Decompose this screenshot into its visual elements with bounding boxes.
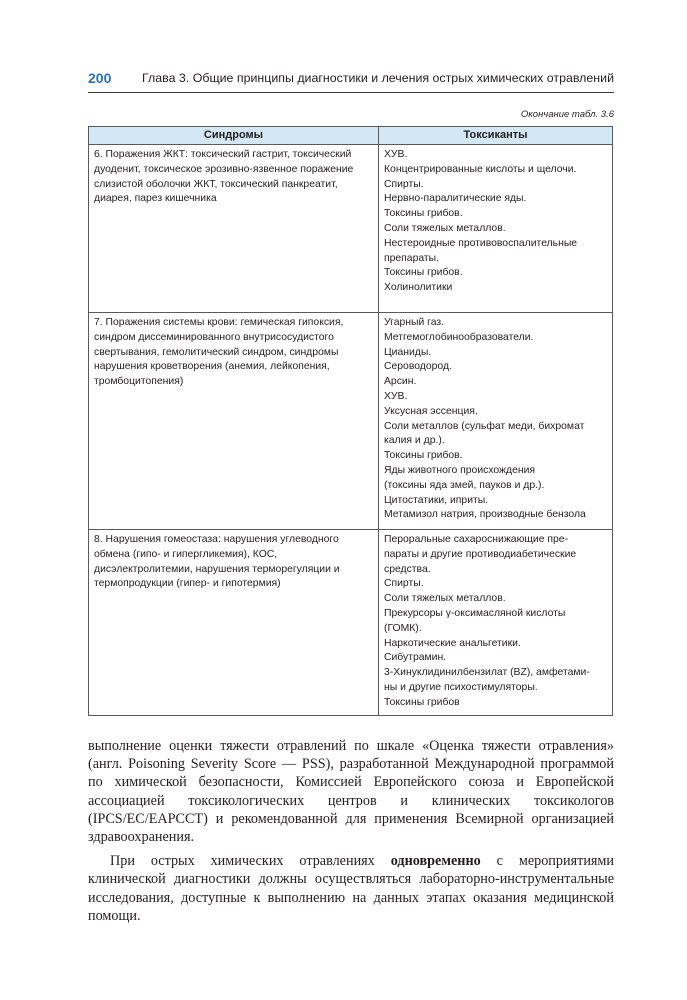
toxicant-item: 3-Хинуклидинилбензилат (BZ), амфетами- [384, 667, 590, 679]
toxicants-cell [379, 313, 613, 530]
table-row [89, 530, 613, 716]
syndrome-cell: 6. Поражения ЖКТ: токсический гастрит, токсический дуоденит, токсическое эрозивно-язвенное поражение слизистой оболочки ЖКТ, токсический панкреатит, диарея, парез кишечника [89, 145, 379, 313]
page-header [88, 70, 614, 90]
toxicant-item: Арсин. [384, 376, 417, 388]
toxicant-item: Сибутрамин. [384, 652, 447, 664]
toxicant-item: Концентрированные кислоты и щелочи. [384, 163, 577, 175]
toxicant-item: (токсины яда змей, пауков и др.). [384, 479, 545, 491]
body-paragraph: выполнение оценки тяжести отравлений по шкале «Оценка тяжести отравления» (англ. Poisoning Severity Score — PSS), разработанной Международной программой по химической безопасности, Комиссией Европейского союза и Европейской ассоциацией токсикологических центров и клинических токсикологов (IPCS/EC/EAPCCT) и рекомендованной для применения Всемирной организацией здравоохранения. [88, 738, 614, 846]
toxicant-item: калия и др.). [384, 435, 445, 447]
page-number: 200 [88, 70, 112, 86]
toxicant-item: Спирты. [384, 178, 424, 190]
toxicant-item: Спирты. [384, 578, 424, 590]
toxicant-item: Наркотические анальгетики. [384, 637, 521, 649]
table-header-row [89, 127, 613, 145]
emphasis-text: одновременно [390, 853, 481, 870]
syndromes-table [88, 126, 613, 716]
toxicant-item: Сероводород. [384, 361, 452, 373]
table-row [89, 145, 613, 313]
toxicant-item: Цианиды. [384, 346, 432, 358]
toxicant-item: Токсины грибов. [384, 267, 463, 279]
toxicant-item: средства. [384, 563, 431, 575]
toxicant-item: Яды животного происхождения [384, 464, 536, 476]
toxicants-cell [379, 530, 613, 716]
table-row [89, 313, 613, 530]
toxicant-item: Нестероидные противовоспалительные [384, 237, 578, 249]
syndrome-cell: 8. Нарушения гомеостаза: нарушения углеводного обмена (гипо- и гипергликемия), КОС, дисэлектролитемии, нарушения терморегуляции и термопродукции (гипер- и гипотермия) [89, 530, 379, 716]
toxicant-item: Токсины грибов [384, 696, 460, 708]
toxicant-item: Уксусная эссенция. [384, 405, 478, 417]
running-title: Глава 3. Общие принципы диагностики и лечения острых химических отравлений [142, 71, 614, 85]
body-paragraph [88, 852, 614, 925]
column-header-toxicants: Токсиканты [379, 127, 613, 145]
toxicant-item: Холинолитики [384, 282, 453, 294]
toxicant-item: Прекурсоры γ-оксимасляной кислоты [384, 607, 566, 619]
toxicant-item: Соли тяжелых металлов. [384, 222, 506, 234]
paragraph-text: с мероприятиями клинической диагностики должны осуществляться лабораторно-инструментальные исследования, доступные к выполнению на данных этапах оказания медицинской помощи. [88, 853, 615, 924]
toxicant-item: Соли тяжелых металлов. [384, 593, 506, 605]
toxicant-item: (ГОМК). [384, 622, 422, 634]
toxicant-item: Токсины грибов. [384, 208, 463, 220]
toxicant-item: параты и другие противодиабетические [384, 548, 577, 560]
toxicant-item: Угарный газ. [384, 317, 445, 328]
toxicant-item: Соли металлов (сульфат меди, бихромат [384, 420, 585, 432]
header-rule [88, 92, 614, 93]
toxicant-item: ХУВ. [384, 149, 408, 160]
toxicant-item: препараты. [384, 252, 440, 264]
column-header-syndromes: Синдромы [89, 127, 379, 145]
body-text [88, 737, 614, 925]
syndrome-cell: 7. Поражения системы крови: гемическая гипоксия, синдром диссеминированного внутрисосудистого свертывания, гемолитический синдром, синдромы нарушения кроветворения (анемия, лейкопения, тромбоцитопения) [89, 313, 379, 530]
toxicant-item: Нервно-паралитические яды. [384, 193, 527, 205]
toxicant-item: Цитостатики, иприты. [384, 494, 489, 506]
table-caption: Окончание табл. 3.6 [520, 109, 614, 120]
toxicant-item: Пероральные сахароснижающие пре- [384, 534, 569, 545]
toxicant-item: Метамизол натрия, производные бензола [384, 509, 586, 521]
toxicant-item: ХУВ. [384, 390, 408, 402]
paragraph-text: При острых химических отравлениях [110, 853, 391, 870]
toxicant-item: Метгемоглобинообразователи. [384, 331, 534, 343]
toxicant-item: Токсины грибов. [384, 450, 463, 462]
toxicant-item: ны и другие психостимуляторы. [384, 681, 538, 693]
toxicants-cell [379, 145, 613, 313]
